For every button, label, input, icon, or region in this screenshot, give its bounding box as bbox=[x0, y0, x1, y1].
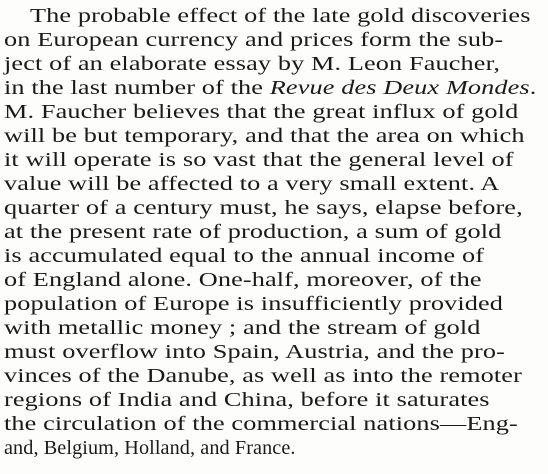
line-text: value will be affected to a very small extent. A bbox=[4, 173, 500, 195]
line-text: of England alone. One-half, moreover, of the bbox=[4, 269, 482, 291]
text-line bbox=[4, 387, 544, 413]
line-text: M. Faucher believes that the great influx of gold bbox=[4, 101, 519, 123]
text-line bbox=[4, 75, 544, 101]
line-text: it will operate is so vast that the general level of bbox=[4, 149, 514, 171]
text-line bbox=[4, 147, 544, 173]
line-text: ject of an elaborate essay by M. Leon Faucher, bbox=[4, 53, 501, 75]
line-text bbox=[4, 75, 536, 101]
text-line bbox=[4, 27, 544, 53]
line-text: quarter of a century must, he says, elapse before, bbox=[4, 197, 523, 219]
text-line bbox=[4, 267, 544, 293]
text-line bbox=[4, 339, 544, 365]
text-line bbox=[4, 291, 544, 317]
text-line bbox=[4, 411, 544, 437]
text-line bbox=[4, 99, 544, 125]
text-line bbox=[4, 195, 544, 221]
line-text: vinces of the Danube, as well as into the remoter bbox=[4, 365, 522, 387]
line-text-part: . bbox=[529, 77, 537, 99]
text-line bbox=[4, 219, 544, 245]
line-text: at the present rate of production, a sum of gold bbox=[4, 221, 502, 243]
line-text: population of Europe is insufficiently provided bbox=[4, 293, 504, 315]
line-text: on European currency and prices form the sub- bbox=[4, 29, 504, 51]
text-line bbox=[4, 171, 544, 197]
line-text: and, Belgium, Holland, and France. bbox=[4, 437, 296, 459]
line-text: is accumulated equal to the annual income of bbox=[4, 245, 485, 267]
line-text-part: in the last number of the bbox=[4, 77, 270, 99]
line-text: The probable effect of the late gold discoveries bbox=[30, 5, 531, 27]
text-line bbox=[4, 363, 544, 389]
line-text: the circulation of the commercial nations—Eng- bbox=[4, 413, 518, 435]
text-line bbox=[4, 243, 544, 269]
text-line bbox=[4, 123, 544, 149]
text-line bbox=[4, 435, 544, 461]
text-line bbox=[4, 51, 544, 77]
line-text: will be but temporary, and that the area on which bbox=[4, 125, 525, 147]
line-text: with metallic money ; and the stream of gold bbox=[4, 317, 481, 339]
text-line bbox=[30, 3, 544, 29]
line-text: regions of India and China, before it saturates bbox=[4, 389, 490, 411]
text-line bbox=[4, 315, 544, 341]
line-text: must overflow into Spain, Austria, and the pro- bbox=[4, 341, 506, 363]
publication-title: Revue des Deux Mondes bbox=[269, 77, 530, 99]
